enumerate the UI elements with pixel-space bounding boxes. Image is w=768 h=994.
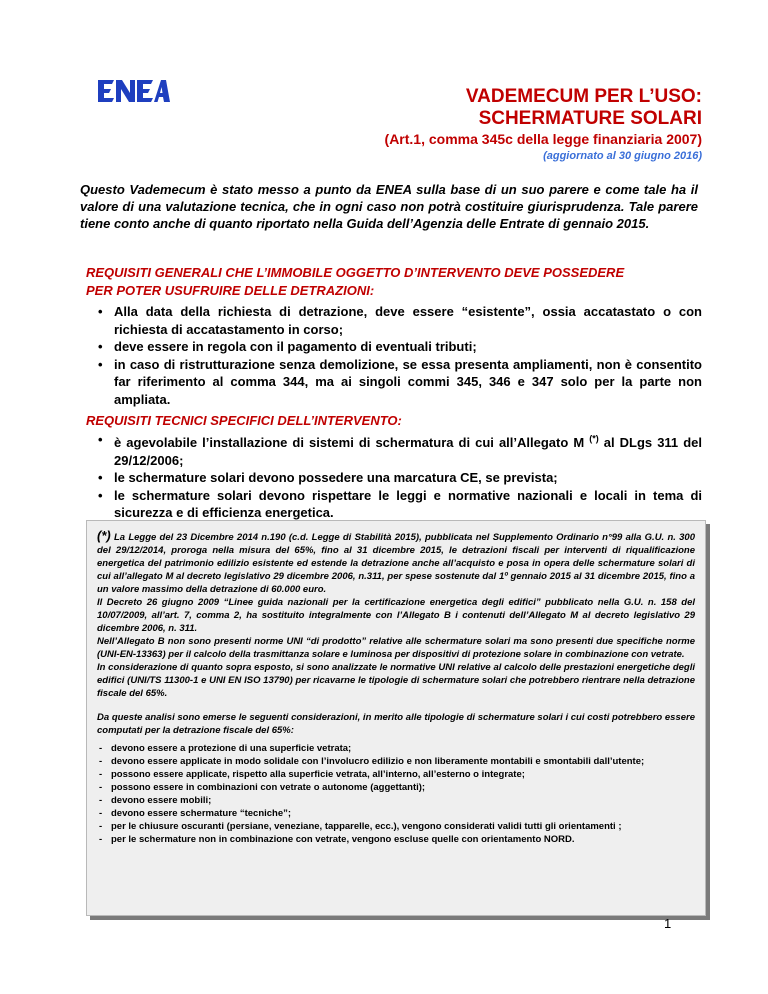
footnote-marker: (*): [589, 434, 599, 444]
note-paragraph-2: Il Decreto 26 giugno 2009 “Linee guida nazionali per la certificazione energetica degli edifici” pubblicato nella G.U. n. 158 del 10/07/2009, all’art. 7, comma 2, ha sostituito integralmente con l’Allegato B i contenuti dell’Allegato M al decreto legislativo 29 dicembre 2006, n. 311.: [97, 597, 695, 634]
list-item: [90, 469, 702, 487]
list-item: [90, 487, 702, 522]
bullet-icon: •: [98, 470, 103, 486]
list-item-text: deve essere in regola con il pagamento di eventuali tributi;: [114, 339, 477, 354]
dash-icon: -: [99, 795, 103, 806]
list-item: - devono essere schermature “tecniche”;: [99, 808, 292, 819]
document-subtitle: (Art.1, comma 345c della legge finanziaria 2007): [384, 131, 702, 147]
intro-paragraph: Questo Vademecum è stato messo a punto da ENEA sulla base di un suo parere e come tale ha il valore di una valutazione tecnica, che in ogni caso non potrà costituire giurisprudenza. Tale parere tiene conto anche di quanto riportato nella Guida dell’Agenzia delle Entrate di gennaio 2015.: [80, 182, 698, 231]
bullet-icon: •: [98, 356, 103, 372]
footnote-star: (*): [97, 528, 111, 543]
dash-icon: -: [99, 782, 103, 793]
list-item: - devono essere applicate in modo solidale con l’involucro edilizio e non liberamente montabili e smontabili dall’utente;: [99, 756, 645, 767]
general-heading-line-2: PER POTER USUFRUIRE DELLE DETRAZIONI:: [86, 283, 375, 298]
list-item-text: le schermature solari devono rispettare le leggi e normative nazionali e locali in tema di sicurezza e di efficienza energetica.: [114, 487, 702, 521]
note-paragraph-1: (*) La Legge del 23 Dicembre 2014 n.190 (c.d. Legge di Stabilità 2015), pubblicata nel Supplemento Ordinario n°99 alla G.U. n. 300 del 29/12/2014, proroga nella misura del 65%, fino al 31 dicembre 2015, le detrazioni fiscali per interventi di riqualificazione energetica del patrimonio edilizio esistente ed estende la detrazione anche all’acquisto e posa in opera delle schermature solari di cui all’allegato M al decreto legislativo 29 dicembre 2006, n.311, per spese sostenute dal 1º gennaio 2015 al 31 dicembre 2015, fino a un valore massimo della detrazione di 60.000 euro.: [97, 528, 695, 595]
technical-requirements-heading: REQUISITI TECNICI SPECIFICI DELL’INTERVENTO:: [86, 413, 402, 428]
page-number: 1: [664, 916, 672, 931]
dash-icon: -: [99, 743, 103, 754]
title-line-2: SCHERMATURE SOLARI: [478, 108, 702, 129]
dash-icon: -: [99, 756, 103, 767]
update-date: (aggiornato al 30 giugno 2016): [543, 150, 702, 162]
dash-icon: -: [99, 821, 103, 832]
technical-requirements-list: [90, 431, 702, 522]
bullet-icon: •: [98, 339, 103, 354]
considerations-list: [97, 742, 695, 846]
list-item-text: le schermature solari devono possedere una marcatura CE, se prevista;: [114, 470, 558, 486]
dash-icon: -: [99, 834, 103, 845]
list-item: - per le chiusure oscuranti (persiane, veneziane, tapparelle, ecc.), vengono considerati validi tutti gli orientamenti ;: [99, 821, 622, 832]
dash-icon: -: [99, 769, 103, 780]
general-heading-line-1: REQUISITI GENERALI CHE L’IMMOBILE OGGETTO D’INTERVENTO DEVE POSSEDERE: [86, 265, 625, 280]
note-paragraph-5: Da queste analisi sono emerse le seguenti considerazioni, in merito alle tipologie di schermature solari i cui costi potrebbero essere computati per la detrazione fiscale del 65%:: [97, 712, 695, 736]
bullet-icon: •: [98, 487, 103, 503]
list-item-text: in caso di ristrutturazione senza demolizione, se essa presenta ampliamenti, non è consentito far riferimento al comma 344, ma ai singoli commi 345, 346 e 347 solo per la parte non ampliata.: [114, 356, 702, 407]
enea-logo: [96, 78, 170, 104]
footnote-box: [86, 520, 706, 916]
note-paragraph-3: Nell’Allegato B non sono presenti norme UNI “di prodotto” relative alle schermature solari ma sono presenti due specifiche norme (UNI-EN-13363) per il calcolo della trasmittanza solare e luminosa per dispositivi di protezione solare in combinazione con vetrate.: [97, 636, 695, 660]
document-title: [466, 86, 702, 130]
list-item: [90, 431, 702, 469]
list-item-text: è agevolabile l’installazione di sistemi di schermatura di cui all’Allegato M (*) al DLgs 311 del 29/12/2006;: [114, 434, 702, 468]
list-item: [90, 303, 702, 338]
list-item: - devono essere a protezione di una superficie vetrata;: [99, 743, 352, 754]
note-paragraph-4: In considerazione di quanto sopra esposto, si sono analizzate le normative UNI relative al calcolo delle prestazioni energetiche degli edifici (UNI/TS 11300-1 e UNI EN ISO 13790) per ricavarne le tipologie di schermature solari che potrebbero rientrare nella detrazione fiscale del 65%.: [97, 662, 695, 699]
list-item: - devono essere mobili;: [99, 795, 212, 806]
title-line-1: VADEMECUM PER L’USO:: [465, 86, 702, 107]
list-item: [90, 338, 702, 356]
bullet-icon: •: [98, 304, 103, 319]
dash-icon: -: [99, 808, 103, 819]
general-requirements-heading: [86, 264, 706, 300]
list-item: - possono essere in combinazioni con vetrate o autonome (aggettanti);: [99, 782, 426, 793]
list-item: - per le schermature non in combinazione con vetrate, vengono escluse quelle con orientamento NORD.: [99, 834, 575, 845]
bullet-icon: •: [98, 432, 103, 447]
list-item-text: Alla data della richiesta di detrazione, deve essere “esistente”, ossia accatastato o con richiesta di accatastamento in corso;: [114, 304, 702, 337]
list-item: [90, 356, 702, 409]
general-requirements-list: [90, 303, 702, 408]
list-item: - possono essere applicate, rispetto alla superficie vetrata, all’interno, all’esterno o integrate;: [99, 769, 525, 780]
